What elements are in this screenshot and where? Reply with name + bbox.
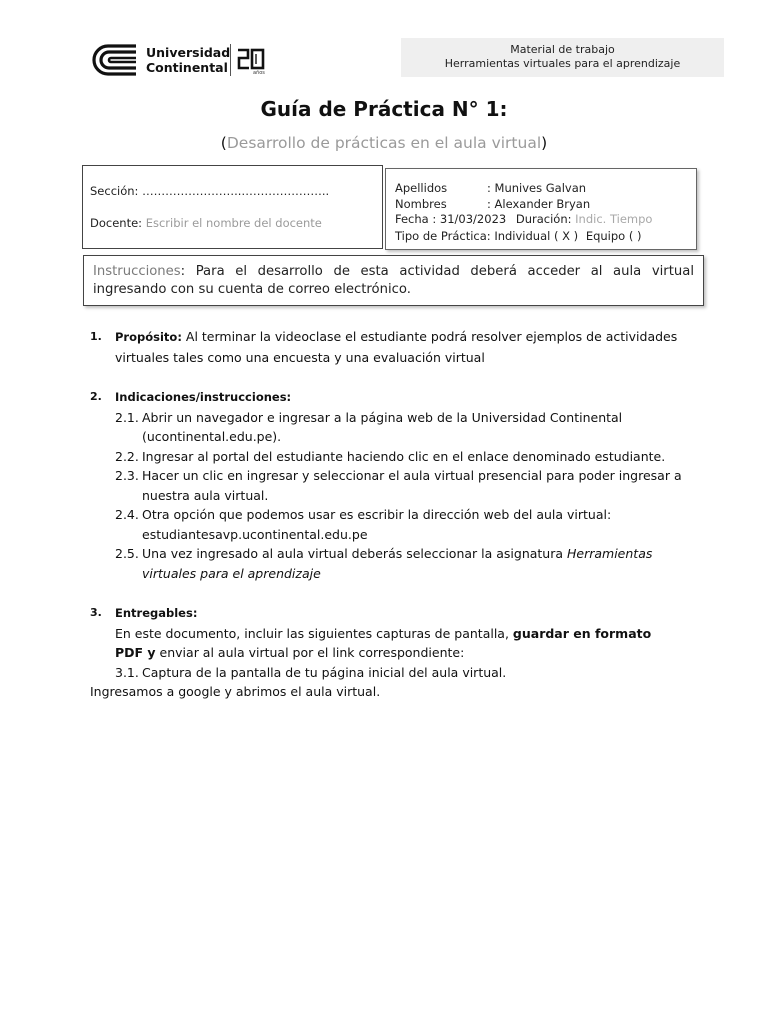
apellidos-label: Apellidos — [395, 181, 448, 195]
list-item — [90, 505, 682, 544]
nombres-value[interactable]: : Alexander Bryan — [487, 197, 591, 211]
seccion-value[interactable]: ……………………..………………….. — [142, 184, 330, 198]
seccion-label: Sección: — [90, 184, 139, 198]
instructions-text: : Para el desarrollo de esta actividad deberá acceder al aula virtual ingresando con su cuenta de correo electrónico. — [93, 264, 694, 297]
tipo-label: Tipo de Práctica: — [395, 229, 491, 243]
section-number: 2. — [90, 390, 102, 403]
list-item-text: Captura de la pantalla de tu página inicial del aula virtual. — [142, 664, 507, 680]
nombres-row — [395, 197, 590, 211]
continental-c-logo-icon — [92, 42, 138, 78]
list-item-number: 2.3. — [115, 468, 139, 483]
list-item-number: 3.1. — [115, 664, 139, 680]
duracion-label: Duración: — [515, 212, 572, 226]
docente-field[interactable]: Escribir el nombre del docente — [145, 216, 322, 230]
entregables-text-b: enviar al aula virtual por el link correspondiente: — [155, 645, 465, 660]
tipo-row — [395, 229, 641, 243]
list-item-text: Una vez ingresado al aula virtual deberás seleccionar la asignatura — [142, 546, 567, 561]
entregables-bold: guardar en formato PDF y — [115, 625, 652, 660]
section-number: 1. — [90, 330, 102, 343]
list-item — [90, 466, 682, 505]
entregables-paragraph — [90, 624, 682, 663]
duracion-field[interactable]: Indic. Tiempo — [575, 212, 653, 226]
main-content — [90, 327, 682, 702]
list-item-text: Otra opción que podemos usar es escribir la dirección web del aula virtual: estudiantesavp.ucontinental.edu.pe — [142, 507, 612, 542]
section-text: Al terminar la videoclase el estudiante podrá resolver ejemplos de actividades virtuales tales como una encuesta y una evaluación virtual — [115, 329, 678, 365]
fecha-value[interactable]: : 31/03/2023 — [432, 212, 507, 226]
fecha-label: Fecha — [395, 212, 429, 226]
subtitle-open-paren: ( — [220, 134, 227, 152]
tipo-individual[interactable]: Individual ( X ) — [494, 229, 579, 243]
section-title: Indicaciones/instrucciones: — [115, 390, 292, 404]
section-title: Propósito: — [115, 330, 182, 344]
document-header-box — [401, 38, 724, 77]
university-name-line2: Continental — [146, 60, 228, 75]
list-item-number: 2.1. — [115, 409, 139, 425]
list-item-text: Hacer un clic en ingresar y seleccionar el aula virtual presencial para poder ingresar a nuestra aula virtual. — [142, 468, 682, 503]
tipo-equipo[interactable]: Equipo ( ) — [585, 229, 642, 243]
section-proposito — [90, 327, 682, 367]
instructions-label: Instrucciones — [93, 264, 181, 279]
university-name-line1: Universidad — [146, 45, 231, 60]
section-entregables — [90, 603, 682, 624]
entregables-text-a: En este documento, incluir las siguientes capturas de pantalla, — [115, 625, 513, 641]
apellidos-row — [395, 181, 586, 195]
page-title: Guía de Práctica N° 1: — [260, 97, 508, 121]
section-title: Entregables: — [115, 606, 198, 620]
list-item-text: Ingresar al portal del estudiante haciendo clic en el enlace denominado estudiante. — [142, 448, 666, 464]
list-item — [90, 544, 682, 583]
list-item-number: 2.2. — [115, 448, 139, 464]
apellidos-value[interactable]: : Munives Galvan — [487, 181, 587, 195]
subtitle-text: Desarrollo de prácticas en el aula virtual — [226, 134, 542, 152]
student-info-box — [385, 168, 697, 250]
closing-text: Ingresamos a google y abrimos el aula virtual. — [90, 684, 381, 699]
subtitle-close-paren: ) — [541, 134, 548, 152]
logo-divider — [230, 44, 231, 76]
docente-row — [90, 216, 322, 230]
university-logo — [92, 42, 272, 78]
years-label: años — [253, 70, 265, 76]
section-number: 3. — [90, 606, 102, 619]
page-subtitle — [0, 134, 768, 152]
list-item-number: 2.4. — [115, 507, 139, 522]
nombres-label: Nombres — [395, 197, 447, 211]
list-item — [90, 408, 682, 447]
docente-label: Docente: — [90, 216, 143, 230]
list-item — [90, 663, 682, 683]
section-indicaciones — [90, 387, 682, 408]
list-item-italic-text: Herramientas virtuales para el aprendizaje — [142, 546, 653, 581]
list-item — [90, 447, 682, 467]
instructions-box — [83, 255, 704, 306]
list-item-number: 2.5. — [115, 546, 139, 561]
header-line2: Herramientas virtuales para el aprendizaje — [444, 57, 681, 70]
section-docente-box — [82, 165, 383, 249]
university-name — [146, 45, 230, 75]
seccion-row — [90, 184, 329, 198]
fecha-row — [395, 212, 652, 226]
header-line1: Material de trabajo — [510, 43, 615, 56]
list-item-text: Abrir un navegador e ingresar a la página web de la Universidad Continental (ucontinental.edu.pe). — [142, 409, 623, 444]
